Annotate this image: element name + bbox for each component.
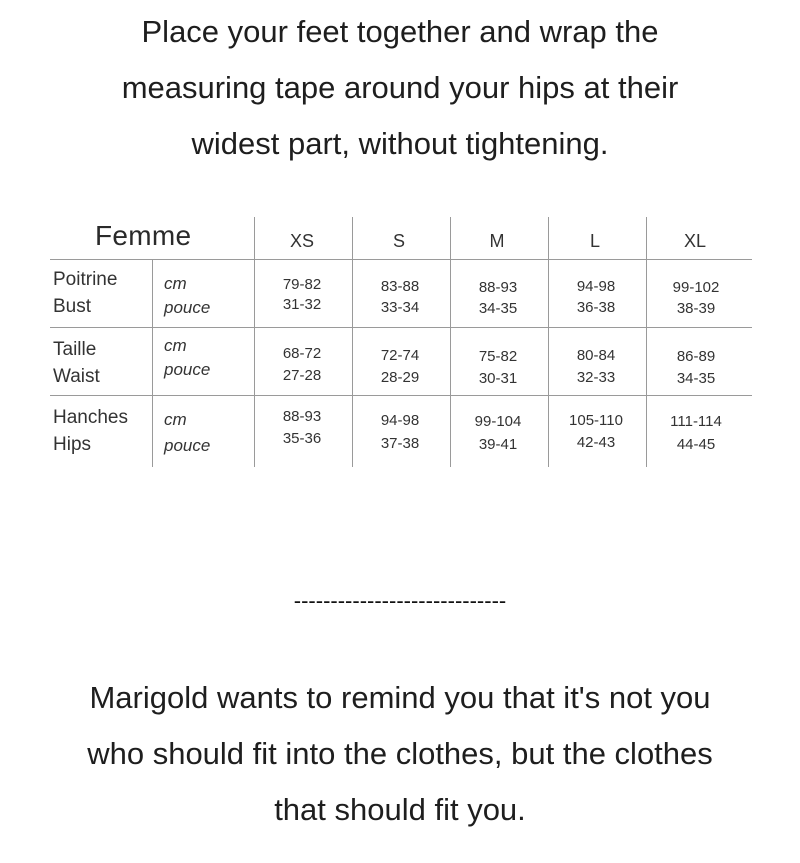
unit-inch: pouce (164, 360, 211, 379)
row-label-en: Hips (53, 434, 92, 455)
intro-text (40, 4, 760, 172)
row-label-fr: Poitrine (53, 269, 118, 290)
table-cell: 30-31 (478, 370, 518, 387)
row-label-fr: Taille (53, 339, 97, 360)
outro-line: who should fit into the clothes, but the clothes (87, 736, 713, 771)
table-cell: 94-98 (576, 278, 616, 295)
table-cell: 68-72 (282, 345, 322, 362)
row-divider (50, 395, 752, 396)
size-header-m: M (489, 231, 505, 251)
section-divider: ----------------------------- (293, 588, 507, 613)
outro-line: Marigold wants to remind you that it's not you (89, 680, 711, 715)
size-header-xl: XL (683, 231, 707, 251)
table-cell: 33-34 (380, 299, 420, 316)
table-cell: 42-43 (576, 434, 616, 451)
table-cell: 34-35 (478, 300, 518, 317)
row-label-en: Waist (53, 366, 100, 387)
table-cell: 75-82 (478, 348, 518, 365)
unit-inch: pouce (164, 436, 211, 455)
column-divider (152, 259, 153, 467)
table-cell: 38-39 (676, 300, 716, 317)
table-cell: 28-29 (380, 369, 420, 386)
table-cell: 94-98 (380, 412, 420, 429)
unit-inch: pouce (164, 298, 211, 317)
unit-cm: cm (164, 410, 187, 429)
table-cell: 88-93 (478, 279, 518, 296)
outro-text (20, 670, 780, 838)
table-cell: 32-33 (576, 369, 616, 386)
intro-line: Place your feet together and wrap the (141, 14, 659, 49)
table-cell: 99-102 (672, 279, 720, 296)
table-cell: 72-74 (380, 347, 420, 364)
table-cell: 31-32 (282, 296, 322, 313)
unit-cm: cm (164, 336, 187, 355)
intro-line: widest part, without tightening. (191, 126, 609, 161)
row-divider (50, 327, 752, 328)
table-cell: 88-93 (282, 408, 322, 425)
intro-line: measuring tape around your hips at their (121, 70, 679, 105)
size-header-l: L (589, 231, 600, 251)
row-label-en: Bust (53, 296, 92, 317)
table-cell: 83-88 (380, 278, 420, 295)
table-cell: 44-45 (676, 436, 716, 453)
table-cell: 111-114 (670, 413, 722, 430)
table-cell: 86-89 (676, 348, 716, 365)
size-header-s: S (392, 231, 405, 251)
table-cell: 36-38 (576, 299, 616, 316)
row-label-fr: Hanches (53, 407, 128, 428)
size-header-xs: XS (289, 231, 314, 251)
table-cell: 37-38 (380, 435, 420, 452)
size-chart-table (48, 214, 752, 472)
table-cell: 34-35 (676, 370, 716, 387)
table-cell: 27-28 (282, 367, 322, 384)
table-cell: 99-104 (474, 413, 522, 430)
table-cell: 39-41 (478, 436, 518, 453)
table-cell: 79-82 (282, 276, 322, 293)
table-title: Femme (95, 220, 192, 251)
table-cell: 80-84 (576, 347, 616, 364)
row-divider (50, 259, 752, 260)
unit-cm: cm (164, 274, 187, 293)
column-divider (646, 217, 647, 467)
outro-line: that should fit you. (274, 792, 526, 827)
table-cell: 35-36 (282, 430, 322, 447)
table-cell: 105-110 (569, 412, 623, 429)
